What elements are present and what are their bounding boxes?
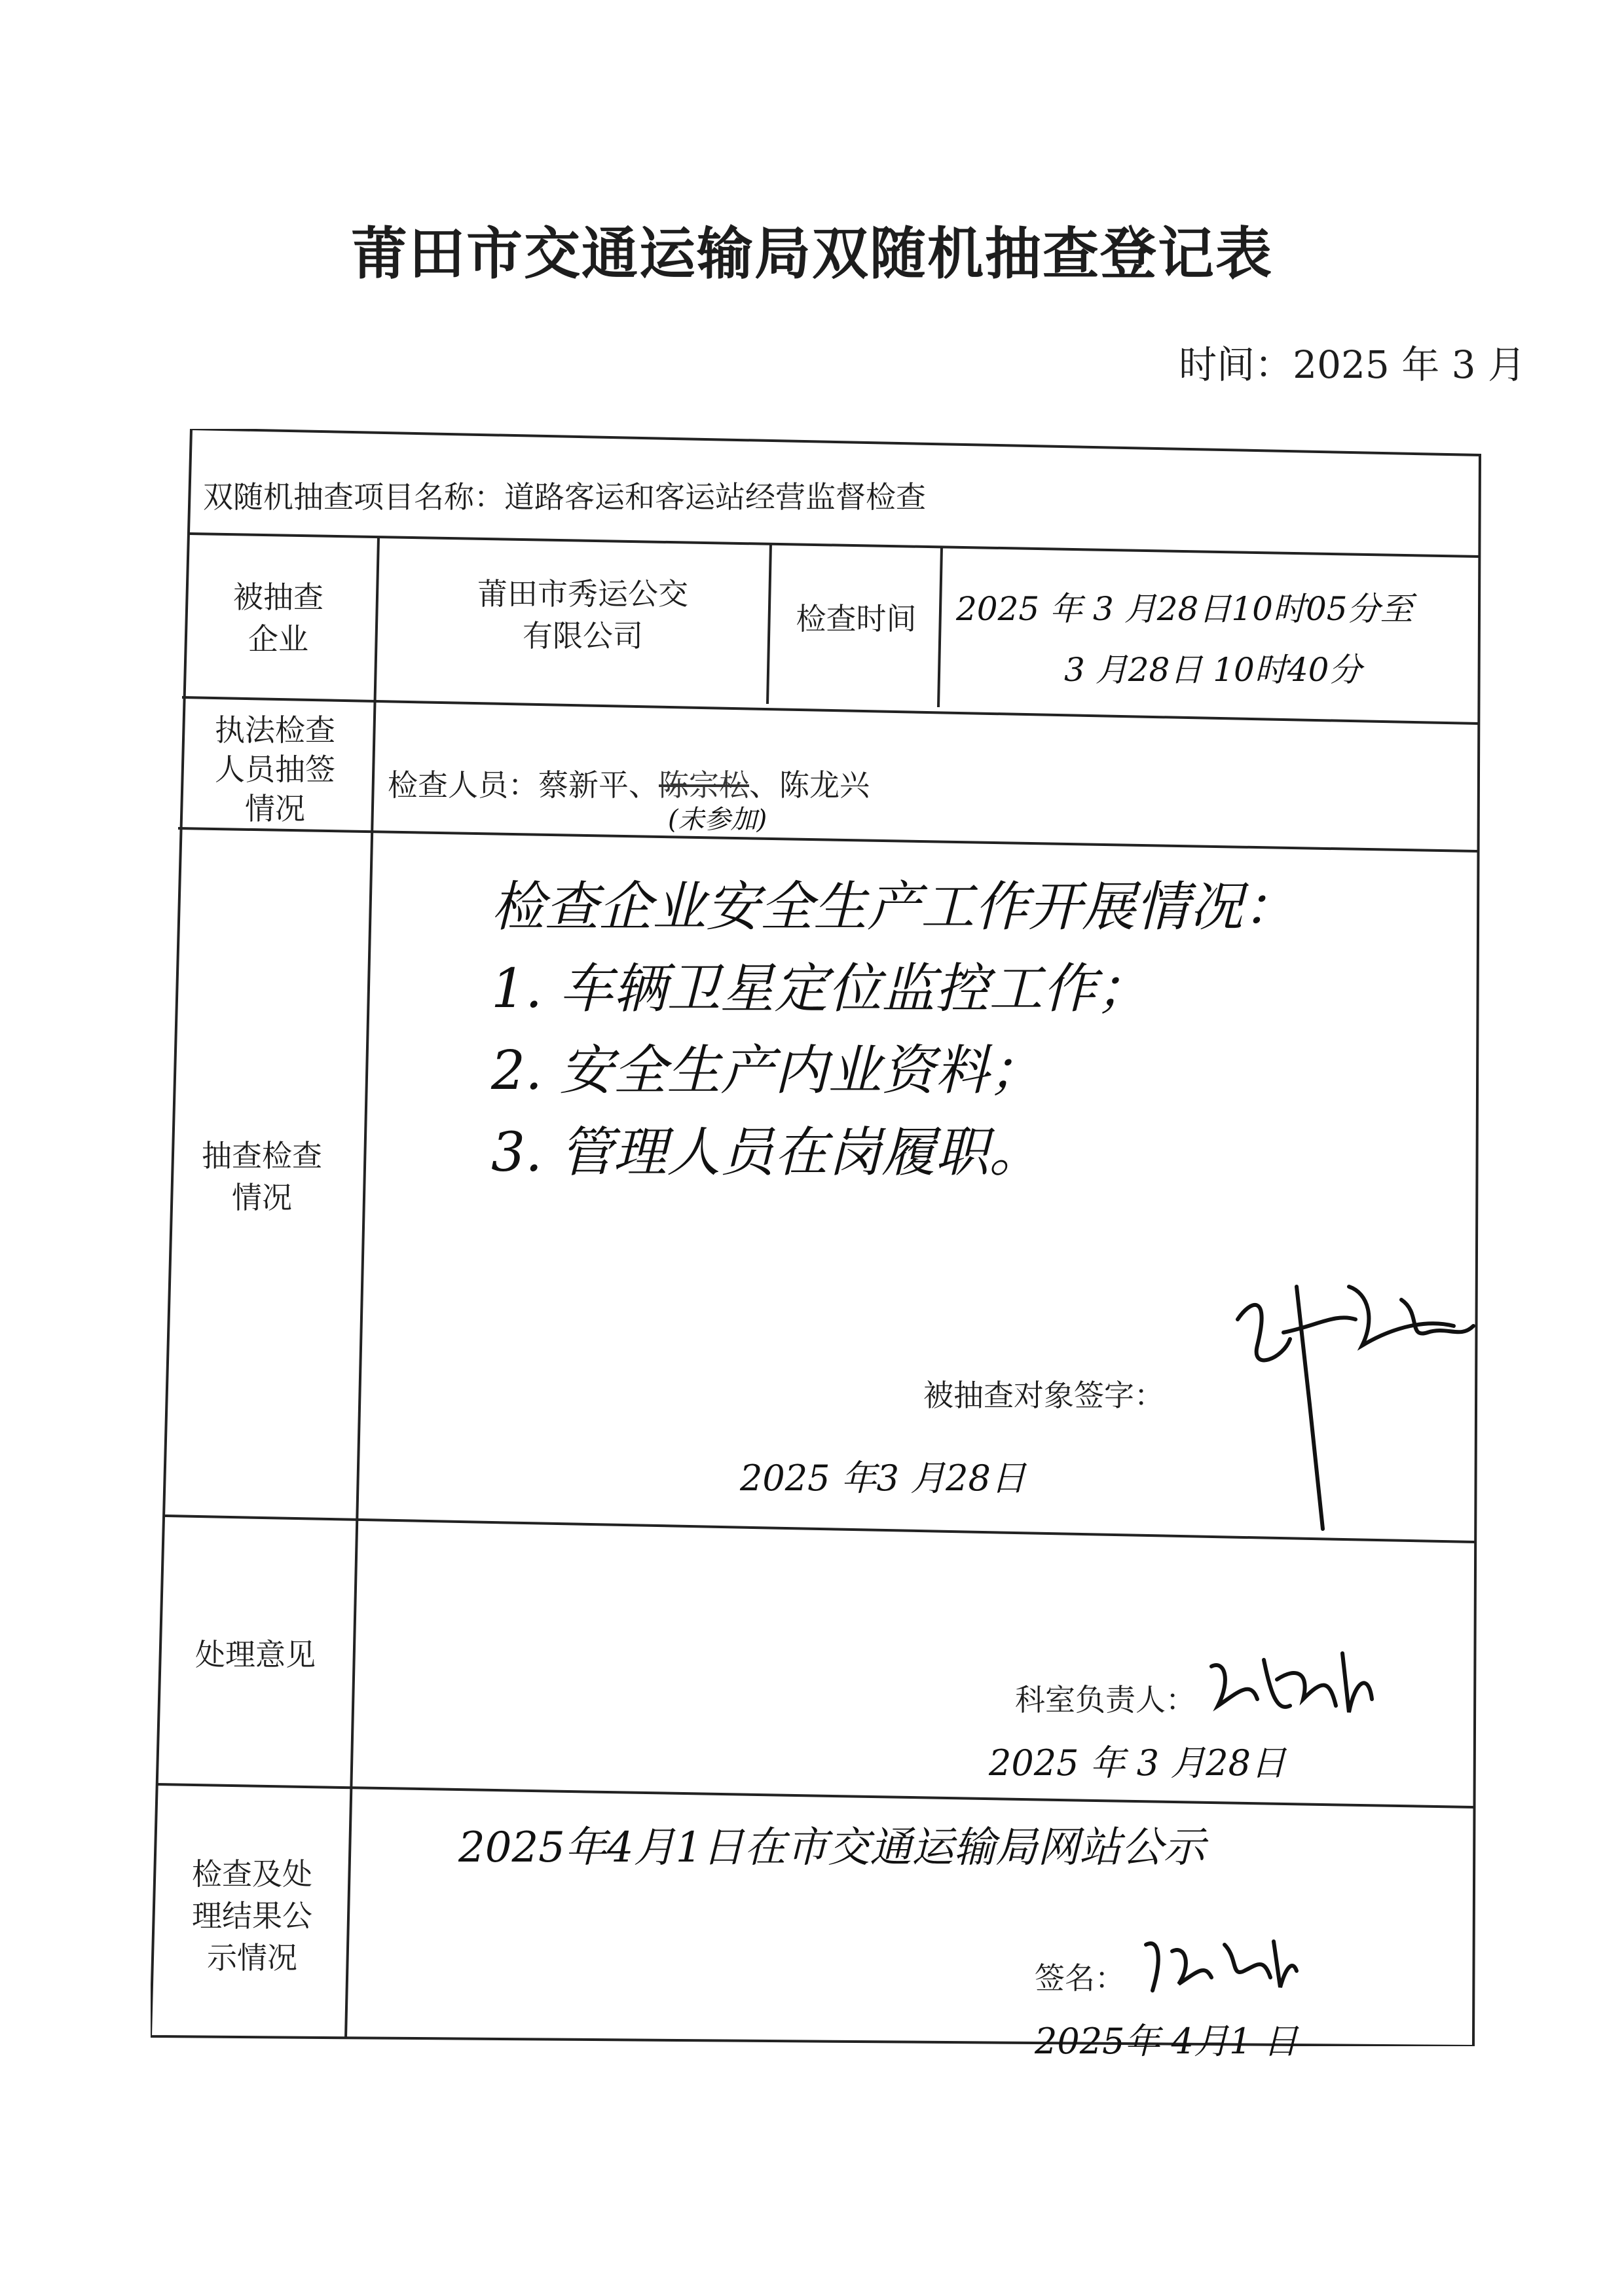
publish-label-line1: 检查及处 xyxy=(192,1856,312,1892)
situation-sign-date: 2025 年3 月28日 xyxy=(740,1458,1026,1499)
opinion-sign-label: 科室负责人： xyxy=(1015,1682,1196,1717)
situation-sign-label: 被抽查对象签字： xyxy=(923,1378,1164,1413)
opinion-label: 处理意见 xyxy=(195,1637,316,1672)
project-name: 双随机抽查项目名称：道路客运和客运站经营监督检查 xyxy=(203,479,926,515)
publish-label xyxy=(164,1853,341,1979)
company-label-line2: 企业 xyxy=(248,621,308,657)
situation-hw-line3: 2. 安全生产内业资料； xyxy=(491,1040,1043,1102)
company-name-line1: 莆田市秀运公交 xyxy=(477,576,688,612)
row-line-1 xyxy=(189,534,1480,557)
row-line-2 xyxy=(182,697,1479,724)
situation-label-line2: 情况 xyxy=(232,1180,292,1215)
inspectors-suffix: 、陈龙兴 xyxy=(749,767,870,803)
document-time: 时间：2025 年 3 月 xyxy=(1179,342,1526,387)
inspection-time-end: 3 月28日 10时40分 xyxy=(1064,651,1362,689)
inspectors-label xyxy=(183,710,367,828)
inspector-struck-name: 陈宗松 xyxy=(659,767,749,803)
situation-label xyxy=(177,1135,347,1219)
publish-hw-text: 2025年4月1日在市交通运输局网站公示 xyxy=(458,1824,1206,1872)
department-head-signature xyxy=(1198,1640,1382,1732)
opinion-sign-date: 2025 年 3 月28日 xyxy=(989,1742,1286,1784)
col-line-2 xyxy=(767,543,771,704)
inspectors-label-line1: 执法检查 xyxy=(215,712,335,748)
publisher-signature xyxy=(1133,1925,1303,2004)
publish-label-line3: 示情况 xyxy=(207,1940,297,1975)
document-title: 莆田市交通运输局双随机抽查登记表 xyxy=(351,221,1273,287)
company-label-line1: 被抽查 xyxy=(233,579,323,615)
subject-signature xyxy=(1211,1247,1486,1535)
publish-sign-date: 2025年 4月1 日 xyxy=(1035,2021,1299,2062)
inspectors-list xyxy=(388,762,870,805)
registration-form xyxy=(151,429,1506,2062)
inspection-time-start: 2025 年 3 月28日10时05分至 xyxy=(956,590,1413,628)
situation-label-line1: 抽查检查 xyxy=(202,1138,322,1173)
inspectors-prefix: 检查人员：蔡新平、 xyxy=(388,767,659,803)
situation-hw-line1: 检查企业安全生产工作开展情况： xyxy=(491,876,1297,938)
publish-label-line2: 理结果公 xyxy=(192,1898,312,1934)
situation-hw-line2: 1. 车辆卫星定位监控工作； xyxy=(491,958,1151,1020)
row-line-5 xyxy=(156,1784,1473,1807)
situation-hw-line4: 3. 管理人员在岗履职。 xyxy=(491,1122,1043,1184)
publish-sign-label: 签名： xyxy=(1035,1960,1125,1996)
company-name-line2: 有限公司 xyxy=(523,618,643,653)
inspectors-label-line3: 情况 xyxy=(245,791,305,826)
inspection-time-label: 检查时间 xyxy=(796,601,917,636)
inspector-absent-note: (未参加) xyxy=(668,805,767,835)
inspectors-label-line2: 人员抽签 xyxy=(215,752,335,787)
company-label xyxy=(190,576,367,660)
company-name xyxy=(399,573,766,657)
